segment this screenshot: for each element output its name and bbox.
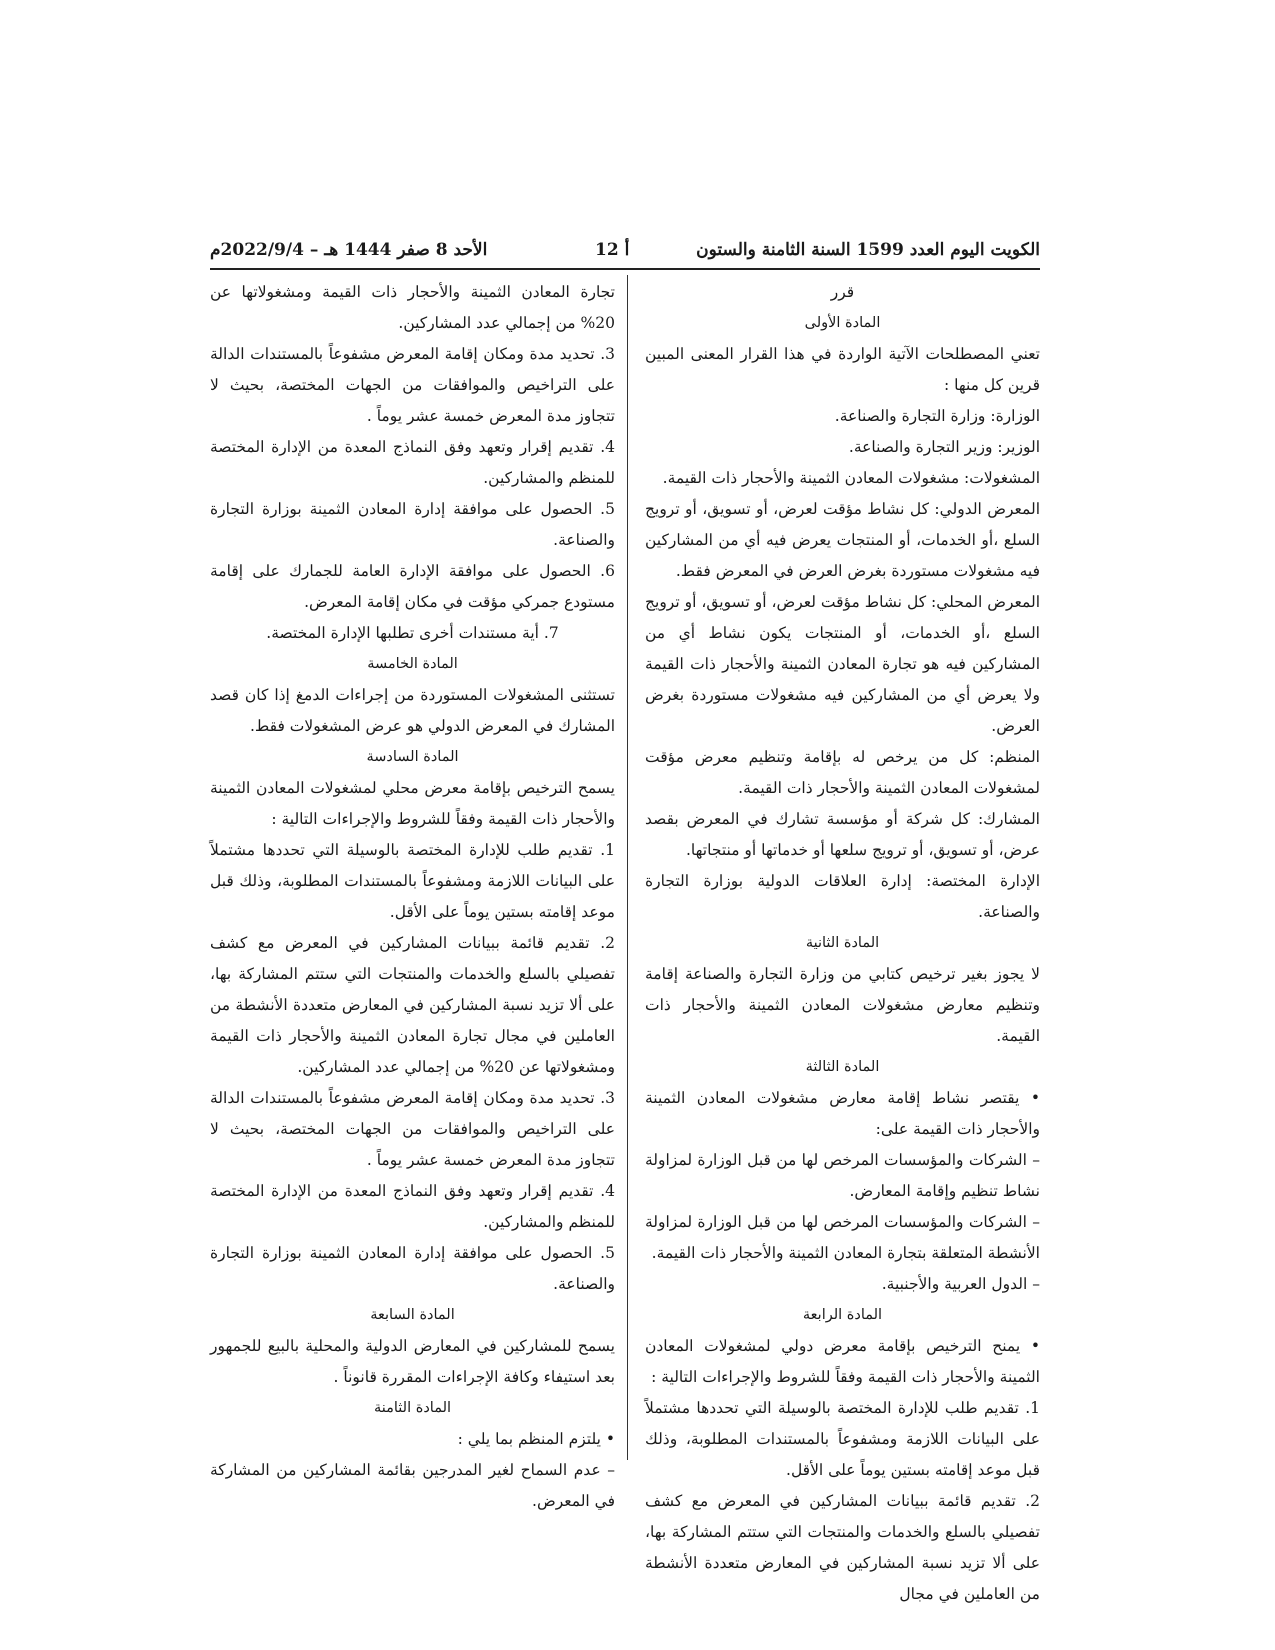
article-heading: المادة الخامسة [367,656,458,672]
paragraph: • يقتصر نشاط إقامة معارض مشغولات المعادن الثمينة والأحجار ذات القيمة على: [645,1089,1040,1138]
paragraph: 3. تحديد مدة ومكان إقامة المعرض مشفوعاً بالمستندات الدالة على التراخيص والموافقات من الجهات المختصة، بحيث لا تتجاوز مدة المعرض خمسة عشر يوماً . [210,345,615,425]
paragraph: – الشركات والمؤسسات المرخص لها من قبل الوزارة لمزاولة الأنشطة المتعلقة بتجارة المعادن الثمينة والأحجار ذات القيمة. [645,1213,1040,1262]
paragraph: لا يجوز بغير ترخيص كتابي من وزارة التجارة والصناعة إقامة وتنظيم معارض مشغولات المعادن الثمينة والأحجار ذات القيمة. [645,965,1040,1045]
article-heading: المادة الأولى [804,315,881,331]
paragraph: المعرض الدولي: كل نشاط مؤقت لعرض، أو تسويق، أو ترويج السلع ،أو الخدمات، أو المنتجات يعرض فيه أي من المشاركين فيه مشغولات مستوردة بغرض العرض في المعرض فقط. [645,500,1040,580]
paragraph: • يمنح الترخيص بإقامة معرض دولي لمشغولات المعادن الثمينة والأحجار ذات القيمة وفقاً للشروط والإجراءات التالية : [645,1337,1040,1386]
paragraph: 1. تقديم طلب للإدارة المختصة بالوسيلة التي تحددها مشتملاً على البيانات اللازمة ومشفوعاً بالمستندات المطلوبة، وذلك قبل موعد إقامته بستين يوماً على الأقل. [210,841,615,921]
article-heading: المادة الثامنة [373,1400,452,1416]
paragraph: تعني المصطلحات الآتية الواردة في هذا القرار المعنى المبين قرين كل منها : [645,345,1040,394]
paragraph: 2. تقديم قائمة ببيانات المشاركين في المعرض مع كشف تفصيلي بالسلع والخدمات والمنتجات التي ستتم المشاركة بها، على ألا تزيد نسبة المشاركين في المعارض متعددة الأنشطة من العاملين في مجال [645,1492,1040,1603]
paragraph: الوزارة: وزارة التجارة والصناعة. [834,407,1040,425]
paragraph: 5. الحصول على موافقة إدارة المعادن الثمينة بوزارة التجارة والصناعة. [210,1244,615,1293]
paragraph: تجارة المعادن الثمينة والأحجار ذات القيمة ومشغولاتها عن 20% من إجمالي عدد المشاركين. [210,283,615,332]
paragraph: 4. تقديم إقرار وتعهد وفق النماذج المعدة من الإدارة المختصة للمنظم والمشاركين. [210,1182,615,1231]
paragraph: 5. الحصول على موافقة إدارة المعادن الثمينة بوزارة التجارة والصناعة. [210,500,615,549]
paragraph: تستثنى المشغولات المستوردة من إجراءات الدمغ إذا كان قصد المشارك في المعرض الدولي هو عرض المشغولات فقط. [210,686,615,735]
article-heading: المادة الثانية [805,935,880,951]
paragraph: يسمح للمشاركين في المعارض الدولية والمحلية بالبيع للجمهور بعد استيفاء وكافة الإجراءات المقررة قانوناً . [210,1337,615,1386]
paragraph: 3. تحديد مدة ومكان إقامة المعرض مشفوعاً بالمستندات الدالة على التراخيص والموافقات من الجهات المختصة، بحيث لا تتجاوز مدة المعرض خمسة عشر يوماً . [210,1089,615,1169]
paragraph: الإدارة المختصة: إدارة العلاقات الدولية بوزارة التجارة والصناعة. [645,872,1040,921]
paragraph: – الدول العربية والأجنبية. [881,1275,1040,1293]
paragraph: – الشركات والمؤسسات المرخص لها من قبل الوزارة لمزاولة نشاط تنظيم وإقامة المعارض. [645,1151,1040,1200]
paragraph: 2. تقديم قائمة ببيانات المشاركين في المعرض مع كشف تفصيلي بالسلع والخدمات والمنتجات التي ستتم المشاركة بها، على ألا تزيد نسبة المشاركين في المعارض متعددة الأنشطة من العاملين في مجال تجارة المعادن الثمينة والأحجار ذات القيمة ومشغولاتها عن 20% من إجمالي عدد المشاركين. [210,934,615,1076]
header-rule [210,268,1040,270]
header-gazette-issue: الكويت اليوم العدد 1599 السنة الثامنة والستون [696,240,1040,260]
paragraph: المنظم: كل من يرخص له بإقامة وتنظيم معرض مؤقت لمشغولات المعادن الثمينة والأحجار ذات القيمة. [645,748,1040,797]
header-page-number: 12 أ [595,240,630,260]
paragraph: المعرض المحلي: كل نشاط مؤقت لعرض، أو تسويق، أو ترويج السلع ،أو الخدمات، أو المنتجات يكون نشاط أي من المشاركين فيه هو تجارة المعادن الثمينة والأحجار ذات القيمة ولا يعرض أي من المشاركين فيه مشغولات مستوردة بغرض العرض. [645,593,1040,735]
paragraph: المشارك: كل شركة أو مؤسسة تشارك في المعرض بقصد عرض، أو تسويق، أو ترويج سلعها أو خدماتها أو منتجاتها. [645,810,1040,859]
article-heading: المادة السادسة [366,749,459,765]
paragraph: المشغولات: مشغولات المعادن الثمينة والأحجار ذات القيمة. [662,469,1040,487]
column-divider [627,275,628,1460]
article-heading: المادة السابعة [370,1307,455,1323]
paragraph: 6. الحصول على موافقة الإدارة العامة للجمارك على إقامة مستودع جمركي مؤقت في مكان إقامة المعرض. [210,562,615,611]
paragraph: – عدم السماح لغير المدرجين بقائمة المشاركين من المشاركة في المعرض. [210,1461,615,1510]
left-column [210,277,615,1517]
paragraph: 4. تقديم إقرار وتعهد وفق النماذج المعدة من الإدارة المختصة للمنظم والمشاركين. [210,438,615,487]
paragraph: 1. تقديم طلب للإدارة المختصة بالوسيلة التي تحددها مشتملاً على البيانات اللازمة ومشفوعاً بالمستندات المطلوبة، وذلك قبل موعد إقامته بستين يوماً على الأقل. [645,1399,1040,1479]
paragraph: 7. أية مستندات أخرى تطلبها الإدارة المختصة. [266,624,559,642]
right-column [645,277,1040,1610]
paragraph: قرر [830,283,855,301]
page-header [210,240,1040,268]
paragraph: • يلتزم المنظم بما يلي : [457,1430,615,1448]
header-date: الأحد 8 صفر 1444 هـ – 2022/9/4م [210,240,488,260]
paragraph: يسمح الترخيص بإقامة معرض محلي لمشغولات المعادن الثمينة والأحجار ذات القيمة وفقاً للشروط والإجراءات التالية : [210,779,615,828]
paragraph: الوزير: وزير التجارة والصناعة. [848,438,1040,456]
article-heading: المادة الرابعة [802,1307,883,1323]
article-heading: المادة الثالثة [805,1059,880,1075]
